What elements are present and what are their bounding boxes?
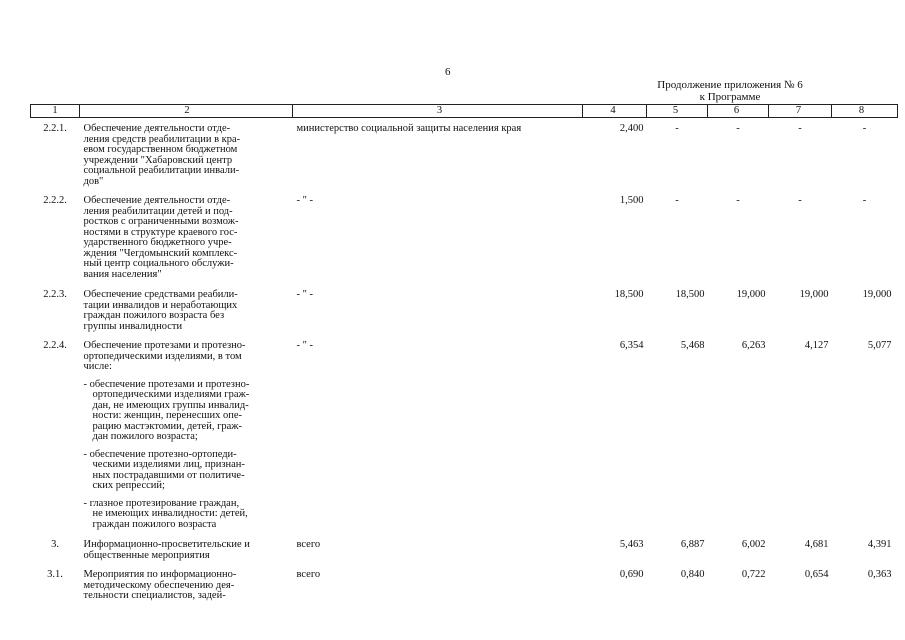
column-header-1: 1	[31, 105, 80, 118]
row-value-8	[832, 492, 898, 531]
row-value-8	[832, 443, 898, 492]
row-name-line: Обеспечение деятельности отде-	[83, 195, 231, 206]
row-value-7	[769, 492, 832, 531]
row-value-4: 6,354	[619, 340, 644, 351]
row-executor: - " -	[296, 340, 314, 351]
row-value-5: 5,468	[680, 340, 705, 351]
row-value-5: 6,887	[680, 539, 705, 550]
row-name-line: ростков с ограниченными возмож-	[83, 216, 239, 227]
row-name-line: Информационно-просветительские и	[83, 539, 250, 550]
table-row	[31, 118, 898, 188]
column-header-5: 5	[647, 105, 708, 118]
table-row	[31, 187, 898, 280]
row-value-6: 6,263	[741, 340, 766, 351]
row-executor: - " -	[296, 195, 314, 206]
row-value-5	[647, 492, 708, 531]
row-value-7: -	[798, 123, 802, 134]
row-value-6	[708, 373, 769, 443]
row-name-line: дан пожилого возраста;	[92, 431, 198, 442]
row-value-6	[708, 443, 769, 492]
row-value-8: 19,000	[862, 289, 892, 300]
column-numbers-row	[31, 105, 898, 118]
row-value-8: -	[862, 195, 867, 206]
row-value-6	[708, 492, 769, 531]
row-name-line: - обеспечение протезно-ортопеди-	[83, 448, 237, 460]
row-name-line: тации инвалидов и неработающих	[83, 299, 238, 311]
row-name	[80, 332, 293, 373]
row-value-4: 5,463	[619, 539, 644, 550]
row-executor	[293, 492, 583, 531]
row-value-4	[583, 443, 647, 492]
row-number	[31, 443, 80, 492]
row-value-8: 4,391	[867, 539, 892, 550]
row-value-5: 0,840	[680, 569, 705, 580]
table-row	[31, 443, 898, 492]
table-row	[31, 492, 898, 531]
column-header-6: 6	[708, 105, 769, 118]
row-name-line: Мероприятия по информационно-	[83, 569, 237, 580]
column-header-7: 7	[769, 105, 832, 118]
program-table	[30, 104, 898, 602]
row-name-line: ортопедическими изделиями, в том	[83, 350, 242, 362]
row-name-line: - глазное протезирование граждан,	[83, 497, 240, 509]
row-value-4: 0,690	[619, 569, 644, 580]
row-number: 2.2.2.	[43, 195, 67, 206]
row-name-line: методическому обеспечению дея-	[83, 579, 235, 591]
column-header-2: 2	[80, 105, 293, 118]
row-name	[80, 280, 293, 332]
row-name-line: дан, не имеющих группы инвалид-	[92, 399, 249, 411]
row-name-line: ческими изделиями лиц, признан-	[92, 459, 245, 470]
row-name	[80, 118, 293, 188]
row-number	[31, 492, 80, 531]
row-name	[80, 530, 293, 561]
row-name-line: евом государственном бюджетном	[83, 144, 238, 155]
row-value-6: -	[736, 123, 740, 134]
row-executor	[293, 373, 583, 443]
table-row	[31, 373, 898, 443]
appendix-line-1: Продолжение приложения № 6	[657, 79, 803, 91]
row-name-line: ный центр социального обслужи-	[83, 258, 234, 269]
row-name-line: ности: женщин, перенесших опе-	[92, 410, 243, 421]
table-row	[31, 332, 898, 373]
row-value-5: -	[675, 123, 679, 134]
column-header-4: 4	[583, 105, 647, 118]
row-name-line: Обеспечение деятельности отде-	[83, 123, 231, 134]
row-value-6: 0,722	[741, 569, 766, 580]
row-name-line: ностями в структуре краевого гос-	[83, 226, 238, 238]
row-number: 3.	[51, 539, 59, 550]
row-name	[80, 443, 293, 492]
row-name-line: дов"	[83, 175, 104, 187]
row-name-line: Обеспечение протезами и протезно-	[83, 340, 246, 351]
row-value-4: 1,500	[619, 195, 644, 206]
row-name-line: общественные мероприятия	[83, 549, 210, 561]
row-value-4: 18,500	[614, 289, 644, 300]
row-executor: министерство социальной защиты населения края	[296, 123, 522, 134]
row-name	[80, 561, 293, 602]
page-number: 6	[445, 66, 451, 78]
row-name-line: граждан пожилого возраста	[92, 518, 217, 530]
row-name-line: ления средств реабилитации в кра-	[83, 133, 241, 145]
row-name-line: ских репрессий;	[92, 480, 165, 491]
row-value-5	[647, 373, 708, 443]
row-executor: - " -	[296, 289, 314, 300]
row-value-7: -	[798, 195, 802, 206]
row-value-5: -	[675, 195, 679, 206]
row-name-line: тельности специалистов, задей-	[83, 590, 226, 601]
column-header-8: 8	[832, 105, 898, 118]
row-name-line: вания населения"	[83, 268, 162, 280]
row-value-6: 6,002	[741, 539, 766, 550]
row-value-7: 4,681	[804, 539, 829, 550]
row-executor: всего	[296, 569, 321, 580]
table-body	[31, 118, 898, 602]
appendix-note	[620, 79, 840, 103]
row-name	[80, 492, 293, 531]
row-executor: всего	[296, 539, 321, 550]
row-name-line: числе:	[83, 361, 112, 372]
row-value-5: 18,500	[675, 289, 705, 300]
row-value-4: 2,400	[619, 123, 644, 134]
row-name-line: группы инвалидности	[83, 320, 183, 332]
row-name-line: учреждении "Хабаровский центр	[83, 154, 233, 166]
row-number: 2.2.4.	[43, 340, 67, 351]
row-number: 2.2.3.	[43, 289, 67, 300]
row-value-8: -	[862, 123, 867, 134]
row-name-line: ударственного бюджетного учре-	[83, 237, 232, 248]
row-value-4	[583, 373, 647, 443]
row-value-7	[769, 443, 832, 492]
appendix-line-2: к Программе	[699, 91, 761, 103]
table-row	[31, 561, 898, 602]
row-name	[80, 373, 293, 443]
row-value-7: 4,127	[804, 340, 829, 351]
row-value-8: 5,077	[867, 340, 892, 351]
row-executor	[293, 443, 583, 492]
row-value-5	[647, 443, 708, 492]
row-name-line: ных пострадавшими от политиче-	[92, 469, 245, 481]
row-name-line: не имеющих инвалидности: детей,	[92, 508, 248, 519]
row-name-line: ортопедическими изделиями граж-	[92, 389, 250, 400]
row-name-line: - обеспечение протезами и протезно-	[83, 378, 250, 390]
row-number	[31, 373, 80, 443]
row-value-8	[832, 373, 898, 443]
row-value-4	[583, 492, 647, 531]
row-name-line: рацию мастэктомии, детей, граж-	[92, 420, 243, 432]
row-name-line: ления реабилитации детей и под-	[83, 205, 233, 217]
table-row	[31, 280, 898, 332]
row-value-7: 0,654	[804, 569, 829, 580]
row-name-line: ждения "Чегдомынский комплекс-	[83, 247, 238, 259]
row-name-line: граждан пожилого возраста без	[83, 310, 225, 321]
row-value-7: 19,000	[799, 289, 829, 300]
row-value-8: 0,363	[867, 569, 892, 580]
row-value-6: -	[736, 195, 740, 206]
row-number: 3.1.	[47, 569, 63, 580]
table-row	[31, 530, 898, 561]
row-name	[80, 187, 293, 280]
row-value-7	[769, 373, 832, 443]
row-name-line: Обеспечение средствами реабили-	[83, 289, 238, 300]
column-header-3: 3	[293, 105, 583, 118]
row-value-6: 19,000	[736, 289, 766, 300]
row-number: 2.2.1.	[43, 123, 67, 134]
row-name-line: социальной реабилитации инвали-	[83, 165, 240, 176]
